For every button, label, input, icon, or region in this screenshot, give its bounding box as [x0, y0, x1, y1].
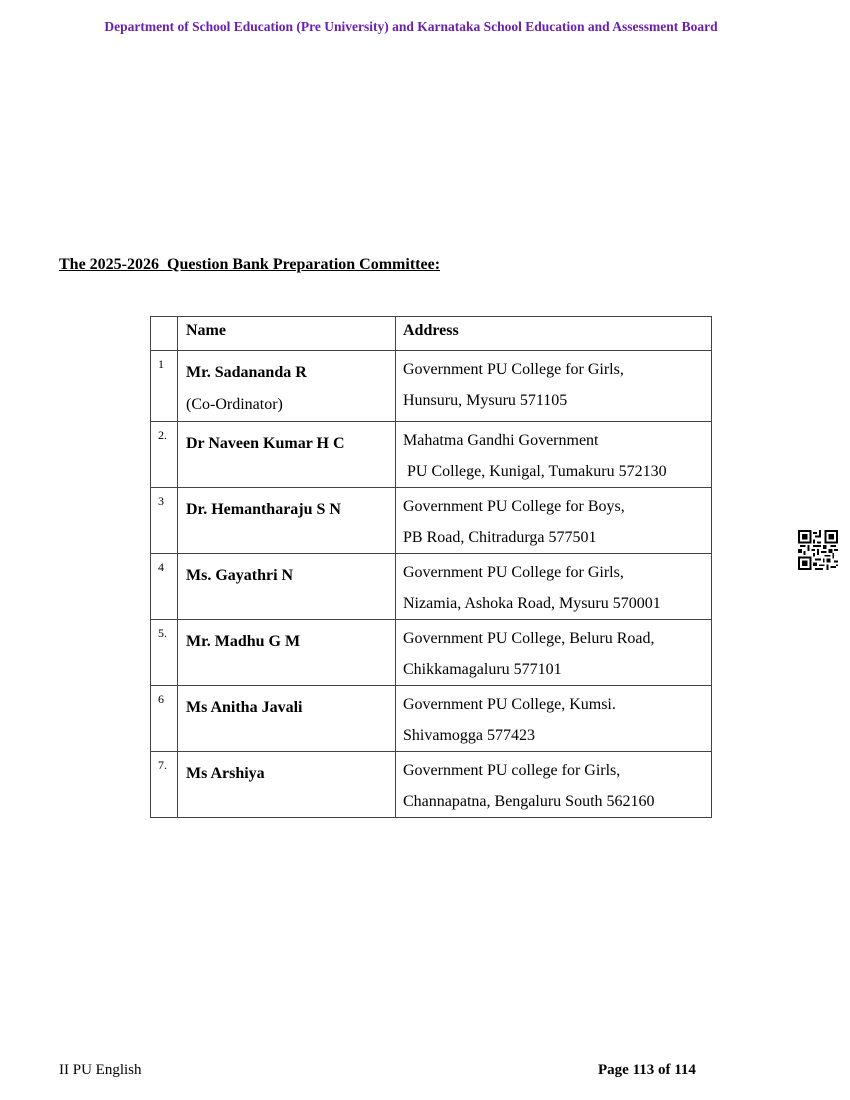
table-header-row — [151, 317, 712, 351]
row-address-cell — [396, 686, 712, 752]
table-row — [151, 686, 712, 752]
address-line-2: Channapatna, Bengaluru South 562160 — [403, 793, 655, 810]
address-line-1: Government PU College for Girls, — [403, 361, 624, 378]
row-address-cell — [396, 752, 712, 818]
address-header: Address — [396, 317, 712, 351]
address-line-1: Mahatma Gandhi Government — [403, 432, 599, 449]
table-row — [151, 422, 712, 488]
member-name: Dr. Hemantharaju S N — [178, 488, 396, 554]
address-line-1: Government PU College, Kumsi. — [403, 696, 616, 713]
address-line-2: Nizamia, Ashoka Road, Mysuru 570001 — [403, 595, 661, 612]
address-line-1: Government PU College for Boys, — [403, 498, 625, 515]
row-sl: 1 — [151, 351, 178, 422]
address-line-1: Government PU college for Girls, — [403, 762, 621, 779]
table-row — [151, 554, 712, 620]
row-address-cell — [396, 554, 712, 620]
row-sl: 4 — [151, 554, 178, 620]
address-line-2: PU College, Kunigal, Tumakuru 572130 — [403, 463, 667, 480]
row-address-cell — [396, 351, 712, 422]
address-line-1: Government PU College for Girls, — [403, 564, 624, 581]
row-address-cell — [396, 422, 712, 488]
name-header: Name — [178, 317, 396, 351]
member-name: Mr. Madhu G M — [178, 620, 396, 686]
footer-subject: II PU English — [59, 1062, 142, 1078]
row-sl: 7. — [151, 752, 178, 818]
row-name-cell — [178, 351, 396, 422]
sl-header — [151, 317, 178, 351]
row-sl: 5. — [151, 620, 178, 686]
committee-title: The 2025-2026 Question Bank Preparation Committee: — [59, 256, 441, 273]
page-header: Department of School Education (Pre University) and Karnataka School Education and Assessment Board — [104, 19, 718, 34]
address-line-2: Hunsuru, Mysuru 571105 — [403, 392, 568, 409]
member-name: Mr. Sadananda R — [186, 364, 307, 381]
row-address-cell — [396, 488, 712, 554]
table-row — [151, 752, 712, 818]
table-row — [151, 488, 712, 554]
member-name: Ms. Gayathri N — [178, 554, 396, 620]
table-row — [151, 351, 712, 422]
member-name: Ms Arshiya — [178, 752, 396, 818]
row-sl: 3 — [151, 488, 178, 554]
row-address-cell — [396, 620, 712, 686]
footer-page-number: Page 113 of 114 — [598, 1062, 696, 1078]
member-role: (Co-Ordinator) — [186, 396, 283, 413]
qr-code-icon — [798, 530, 838, 570]
address-line-2: PB Road, Chitradurga 577501 — [403, 529, 597, 546]
committee-table — [150, 316, 712, 818]
member-name: Ms Anitha Javali — [178, 686, 396, 752]
address-line-2: Chikkamagaluru 577101 — [403, 661, 562, 678]
table-row — [151, 620, 712, 686]
row-sl: 2. — [151, 422, 178, 488]
address-line-2: Shivamogga 577423 — [403, 727, 535, 744]
address-line-1: Government PU College, Beluru Road, — [403, 630, 655, 647]
row-sl: 6 — [151, 686, 178, 752]
member-name: Dr Naveen Kumar H C — [178, 422, 396, 488]
